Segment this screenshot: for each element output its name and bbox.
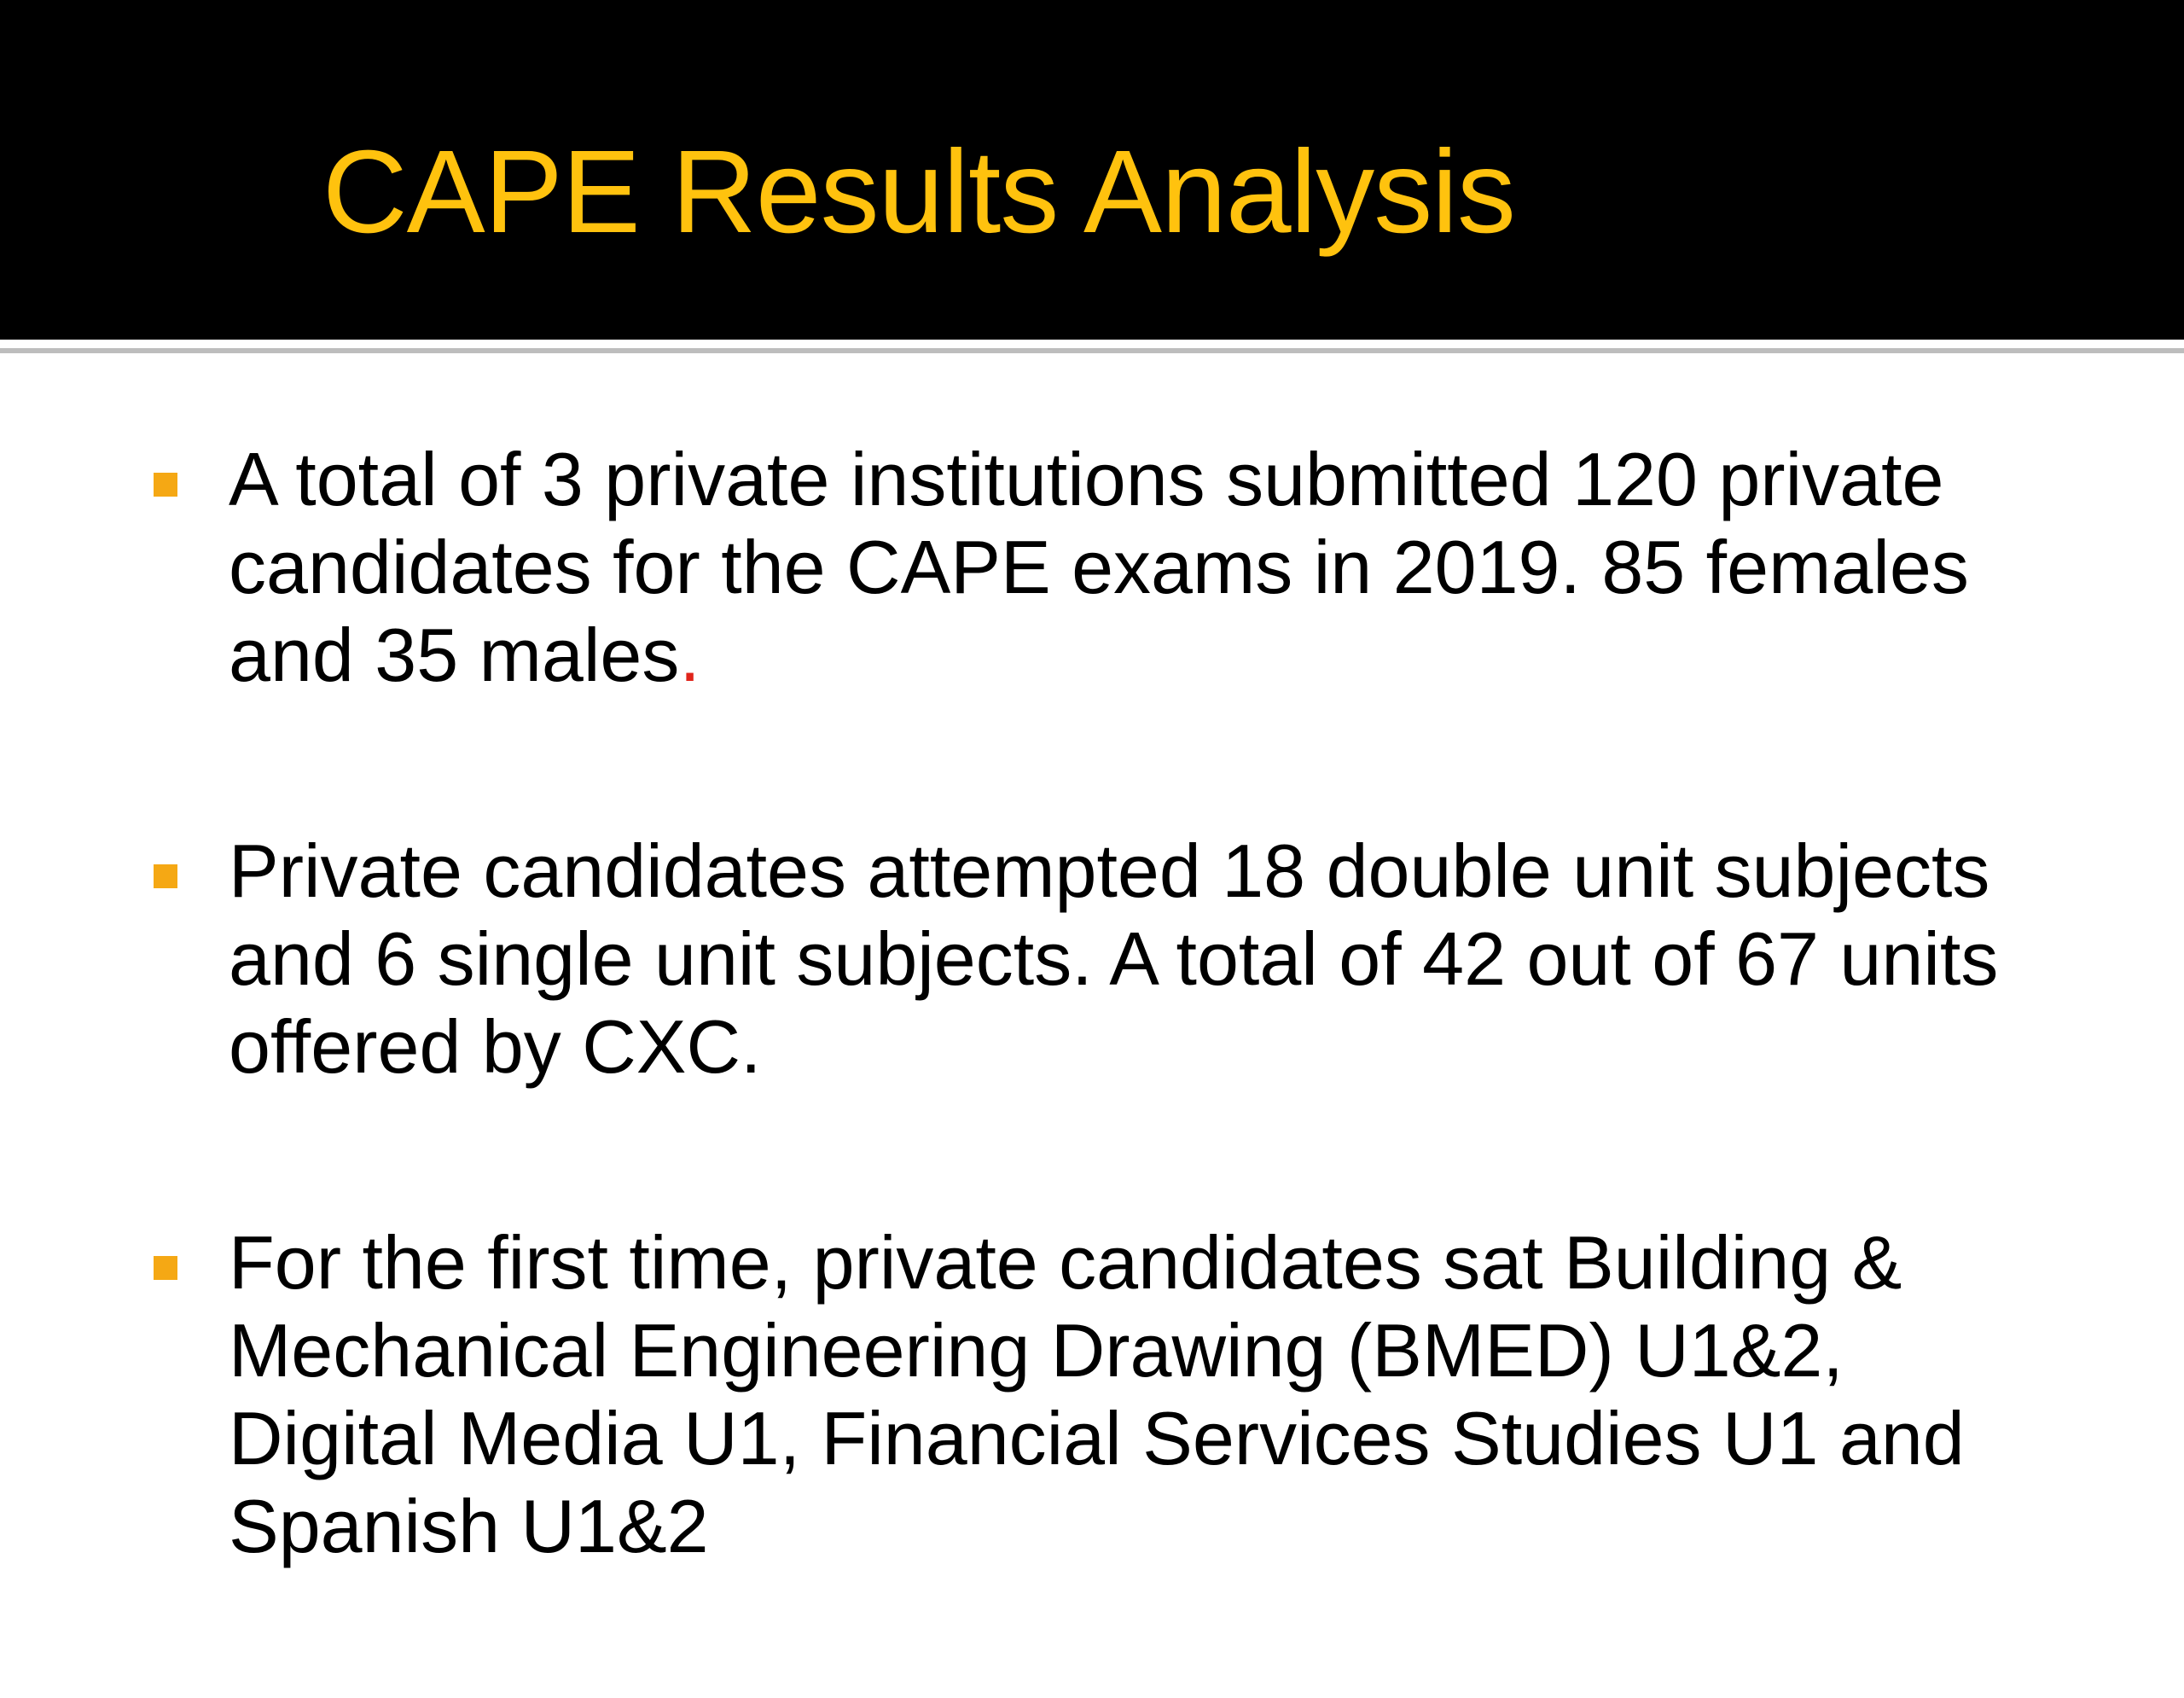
divider-line bbox=[0, 348, 2184, 353]
bullet-item-3 bbox=[154, 1218, 2065, 1570]
bullet-end-mark: . bbox=[679, 613, 700, 697]
bullet-text: A total of 3 private institutions submitted 120 private candidates for the CAPE exams in 2019. 85 females and 35 males bbox=[229, 437, 1969, 697]
bullet-list bbox=[154, 435, 2065, 1698]
slide-title: CAPE Results Analysis bbox=[322, 126, 1515, 258]
bullet-text: Private candidates attempted 18 double unit subjects and 6 single unit subjects. A total of 42 out of 67 units offered by CXC. bbox=[229, 829, 1999, 1089]
bullet-item-1 bbox=[154, 435, 2065, 699]
bullet-item-2 bbox=[154, 827, 2065, 1090]
square-bullet-icon bbox=[154, 864, 177, 888]
square-bullet-icon bbox=[154, 473, 177, 497]
title-bar bbox=[0, 0, 2184, 340]
square-bullet-icon bbox=[154, 1256, 177, 1280]
bullet-text: For the first time, private candidates sat Building & Mechanical Engineering Drawing (BMED) U1&2, Digital Media U1, Financial Services Studies U1 and Spanish U1&2 bbox=[229, 1220, 1965, 1568]
